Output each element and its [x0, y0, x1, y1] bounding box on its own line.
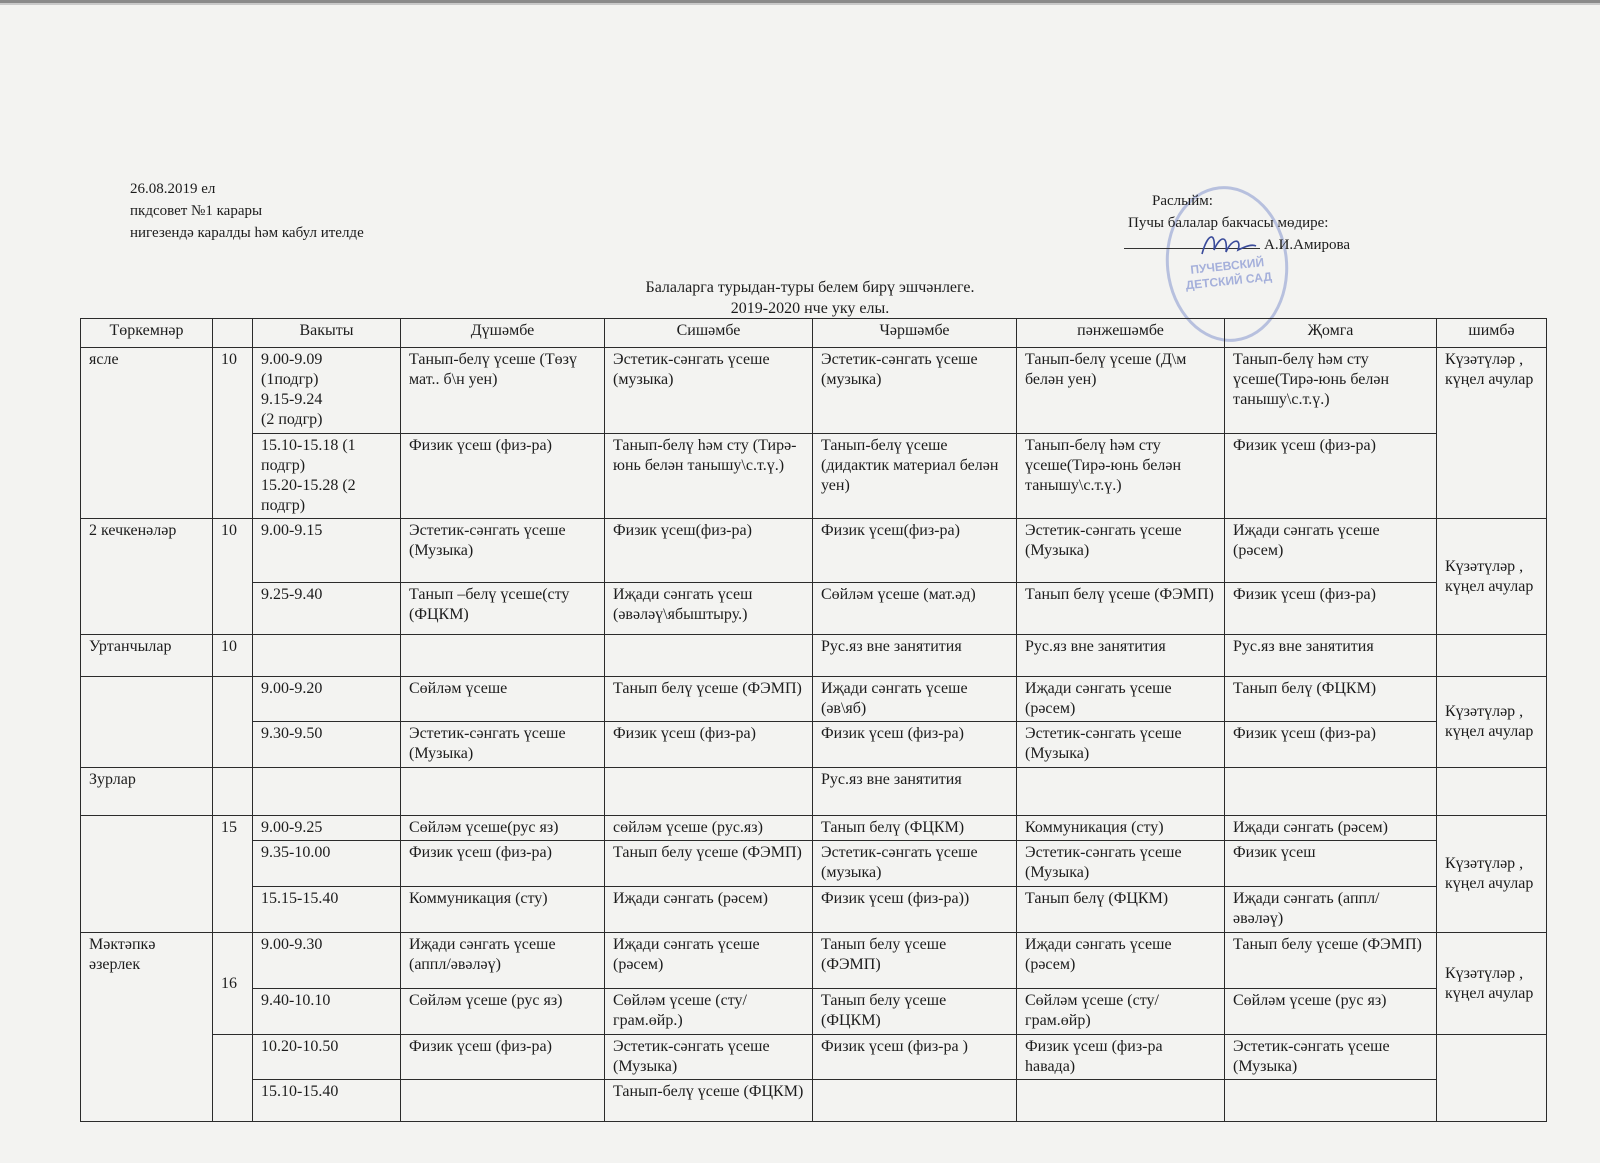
header-thursday: пәнжешәмбе: [1017, 319, 1225, 348]
table-row: [81, 519, 1547, 583]
time-cell: 15.10-15.18 (1 подгр) 15.20-15.28 (2 подгр): [253, 434, 401, 519]
title-line-1: Балаларга турыдан-туры белем бирү эшчәнлеге.: [645, 279, 975, 296]
lesson-cell: Физик үсеш (физ-ра ): [813, 1035, 1017, 1080]
table-row: [81, 887, 1547, 933]
lesson-cell: Иҗади сәнгать үсеш (әвәләү\ябыштыру.): [605, 583, 813, 635]
header-groups: Төркемнәр: [81, 319, 213, 348]
lesson-cell: Сөйләм үсеше: [401, 677, 605, 722]
table-row: [81, 841, 1547, 887]
group-name: 2 кечкенәләр: [81, 519, 213, 635]
header-row: [81, 319, 1547, 348]
stamp-text: ПУЧЕВСКИЙ ДЕТСКИЙ САД: [1185, 255, 1273, 293]
lesson-cell: Иҗади сәнгать үсеше (рәсем): [605, 933, 813, 989]
observation-cell: Күзәтүләр , күңел ачулар: [1437, 933, 1547, 1035]
lesson-cell: Физик үсеш (физ-ра)): [813, 887, 1017, 933]
lesson-cell: Физик үсеш (физ-ра): [401, 841, 605, 887]
time-cell: 9.00-9.09 (1подгр) 9.15-9.24 (2 подгр): [253, 348, 401, 434]
lesson-cell: Эстетик-сәнгать үсеше (Музыка): [1017, 722, 1225, 768]
lesson-cell: Физик үсеш (физ-ра): [813, 722, 1017, 768]
group-name: Зурлар: [81, 768, 213, 816]
lesson-cell: Эстетик-сәнгать үсеше (музыка): [605, 348, 813, 434]
approval-date: 26.08.2019 ел: [130, 181, 216, 197]
lesson-cell: Танып-белү үсеше (дидактик материал белән уен): [813, 434, 1017, 519]
title-line-2: 2019-2020 нче уку елы.: [730, 300, 890, 317]
lesson-cell: Сөйләм үсеше (рус яз): [401, 989, 605, 1035]
lesson-cell: Сөйләм үсеше (рус яз): [1225, 989, 1437, 1035]
group-count: 16: [213, 933, 253, 1035]
lesson-cell: Рус.яз вне занятития: [813, 768, 1017, 816]
table-row: [81, 989, 1547, 1035]
lesson-cell: Коммуникация (сту): [401, 887, 605, 933]
time-cell: 9.00-9.15: [253, 519, 401, 583]
time-cell: 15.15-15.40: [253, 887, 401, 933]
scan-border-shadow: [0, 3, 1600, 5]
approval-text: нигезендә каралды һәм кабул ителде: [130, 225, 364, 241]
lesson-cell: Эстетик-сәнгать үсеше (музыка): [813, 841, 1017, 887]
lesson-cell: сөйләм үсеше (рус.яз): [605, 816, 813, 841]
table-row: [81, 722, 1547, 768]
lesson-cell: Рус.яз вне занятития: [1225, 635, 1437, 677]
lesson-cell: Танып-белү үсеше (Д\м белән уен): [1017, 348, 1225, 434]
lesson-cell: Танып белу үсеше (ФЭМП): [813, 933, 1017, 989]
table-row: [81, 635, 1547, 677]
observation-cell: Күзәтүләр , күңел ачулар: [1437, 677, 1547, 768]
lesson-cell: Физик үсеш: [1225, 841, 1437, 887]
group-count: 10: [213, 635, 253, 677]
lesson-cell: Танып белү (ФЦКМ): [1017, 887, 1225, 933]
lesson-cell: Рус.яз вне занятития: [813, 635, 1017, 677]
lesson-cell: Эстетик-сәнгать үсеше (Музыка): [401, 722, 605, 768]
time-cell: 9.00-9.20: [253, 677, 401, 722]
group-name: ясле: [81, 348, 213, 519]
lesson-cell: Танып белу үсеше (ФЭМП): [605, 841, 813, 887]
approval-council: пкдсовет №1 карары: [130, 203, 263, 219]
lesson-cell: Иҗади сәнгать (рәсем): [605, 887, 813, 933]
time-cell: 9.35-10.00: [253, 841, 401, 887]
lesson-cell: Эстетик-сәнгать үсеше (музыка): [813, 348, 1017, 434]
lesson-cell: Иҗади сәнгать үсеше (аппл/әвәләү): [401, 933, 605, 989]
group-name: Уртанчылар: [81, 635, 213, 677]
time-cell: 9.00-9.25: [253, 816, 401, 841]
header-saturday: шимбә: [1437, 319, 1547, 348]
lesson-cell: Иҗади сәнгать үсеше (әв\яб): [813, 677, 1017, 722]
lesson-cell: Эстетик-сәнгать үсеше (Музыка): [1225, 1035, 1437, 1080]
lesson-cell: Иҗади сәнгать үсеше (рәсем): [1017, 933, 1225, 989]
lesson-cell: Коммуникация (сту): [1017, 816, 1225, 841]
confirm-label: Раслыйм:: [1152, 193, 1213, 209]
lesson-cell: Эстетик-сәнгать үсеше (Музыка): [605, 1035, 813, 1080]
time-cell: 9.25-9.40: [253, 583, 401, 635]
lesson-cell: Танып белу үсеше (ФЭМП): [1225, 933, 1437, 989]
header-tuesday: Сишәмбе: [605, 319, 813, 348]
observation-cell: Күзәтүләр , күңел ачулар: [1437, 816, 1547, 933]
time-cell: 9.00-9.30: [253, 933, 401, 989]
table-row: [81, 1080, 1547, 1122]
schedule-table: [80, 318, 1547, 1122]
lesson-cell: Танып белү үсеше (ФЭМП): [1017, 583, 1225, 635]
lesson-cell: Сөйләм үсеше(рус яз): [401, 816, 605, 841]
lesson-cell: Эстетик-сәнгать үсеше (Музыка): [401, 519, 605, 583]
lesson-cell: Танып-белү үсеше (ФЦКМ): [605, 1080, 813, 1122]
lesson-cell: Танып белү үсеше (ФЭМП): [605, 677, 813, 722]
lesson-cell: Физик үсеш (физ-ра): [1225, 434, 1437, 519]
lesson-cell: Сөйләм үсеше (мат.әд): [813, 583, 1017, 635]
lesson-cell: Танып белу үсеше (ФЦКМ): [813, 989, 1017, 1035]
lesson-cell: Эстетик-сәнгать үсеше (Музыка): [1017, 519, 1225, 583]
lesson-cell: Физик үсеш (физ-ра һавада): [1017, 1035, 1225, 1080]
director-name: А.И.Амирова: [1264, 237, 1351, 253]
lesson-cell: Сөйләм үсеше (сту/грам.өйр): [1017, 989, 1225, 1035]
lesson-cell: Танып –белү үсеше(сту (ФЦКМ): [401, 583, 605, 635]
signature-icon: [1198, 228, 1258, 258]
confirm-position: Пучы балалар бакчасы мөдире:: [1128, 215, 1329, 231]
header-time: Вакыты: [253, 319, 401, 348]
lesson-cell: Танып белү (ФЦКМ): [1225, 677, 1437, 722]
table-row: [81, 768, 1547, 816]
approval-block: [130, 178, 364, 244]
time-cell: 9.40-10.10: [253, 989, 401, 1035]
lesson-cell: Физик үсеш(физ-ра): [605, 519, 813, 583]
time-cell: 9.30-9.50: [253, 722, 401, 768]
table-row: [81, 677, 1547, 722]
table-row: [81, 583, 1547, 635]
lesson-cell: Физик үсеш (физ-ра): [1225, 722, 1437, 768]
time-cell: 15.10-15.40: [253, 1080, 401, 1122]
lesson-cell: Физик үсеш (физ-ра): [605, 722, 813, 768]
group-count: 10: [213, 348, 253, 519]
header-count: [213, 319, 253, 348]
lesson-cell: Иҗади сәнгать үсеше (рәсем): [1225, 519, 1437, 583]
lesson-cell: Физик үсеш (физ-ра): [401, 1035, 605, 1080]
lesson-cell: Физик үсеш(физ-ра): [813, 519, 1017, 583]
observation-cell: Күзәтүләр , күңел ачулар: [1437, 519, 1547, 635]
document-title: [560, 277, 1060, 319]
header-friday: Җомга: [1225, 319, 1437, 348]
lesson-cell: Танып-белү һәм сту үсеше(Тирә-юнь белән танышу\с.т.ү.): [1225, 348, 1437, 434]
header-wednesday: Чәршәмбе: [813, 319, 1017, 348]
time-cell: 10.20-10.50: [253, 1035, 401, 1080]
group-count: 10: [213, 519, 253, 635]
group-name: Мәктәпкә әзерлек: [81, 933, 213, 1122]
observation-cell: Күзәтүләр , күңел ачулар: [1437, 348, 1547, 519]
header-monday: Дүшәмбе: [401, 319, 605, 348]
lesson-cell: Танып-белү һәм сту (Тирә-юнь белән танышу\с.т.ү.): [605, 434, 813, 519]
table-row: [81, 933, 1547, 989]
lesson-cell: Танып белү (ФЦКМ): [813, 816, 1017, 841]
lesson-cell: Танып-белү һәм сту үсеше(Тирә-юнь белән танышу\с.т.ү.): [1017, 434, 1225, 519]
lesson-cell: Иҗади сәнгать үсеше (рәсем): [1017, 677, 1225, 722]
lesson-cell: Танып-белү үсеше (Төзү мат.. б\н уен): [401, 348, 605, 434]
lesson-cell: Физик үсеш (физ-ра): [401, 434, 605, 519]
table-row: [81, 816, 1547, 841]
lesson-cell: Физик үсеш (физ-ра): [1225, 583, 1437, 635]
lesson-cell: Иҗади сәнгать (рәсем): [1225, 816, 1437, 841]
lesson-cell: Рус.яз вне занятития: [1017, 635, 1225, 677]
table-row: [81, 1035, 1547, 1080]
lesson-cell: Сөйләм үсеше (сту/грам.өйр.): [605, 989, 813, 1035]
table-row: [81, 348, 1547, 434]
table-row: [81, 434, 1547, 519]
lesson-cell: Иҗади сәнгать (аппл/әвәләү): [1225, 887, 1437, 933]
lesson-cell: Эстетик-сәнгать үсеше (Музыка): [1017, 841, 1225, 887]
group-count: 15: [213, 816, 253, 933]
